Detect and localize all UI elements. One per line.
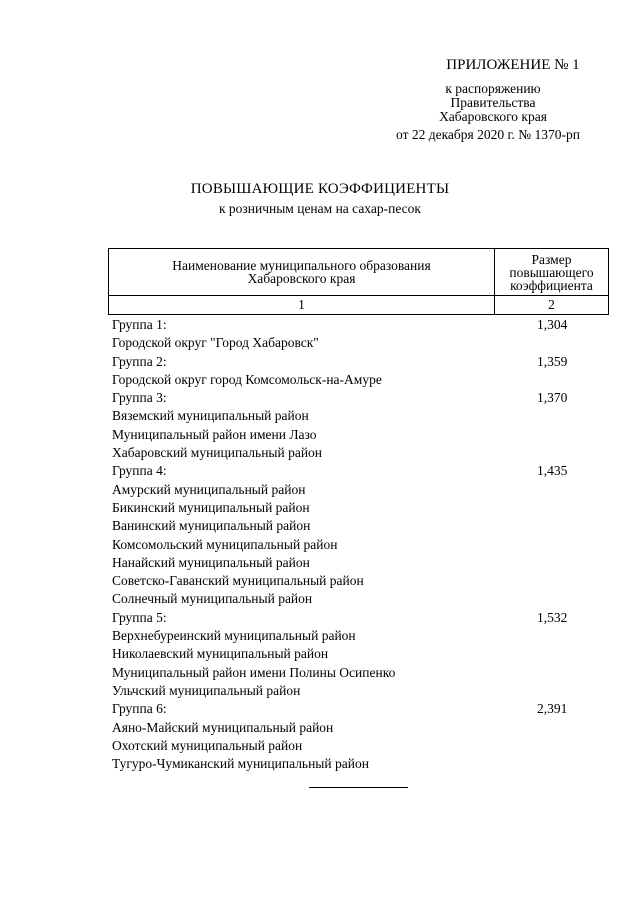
- row-name: Группа 6:: [112, 701, 167, 717]
- table-row: [112, 590, 609, 608]
- row-name: Муниципальный район имени Полины Осипенко: [112, 664, 396, 680]
- row-name: Вяземский муниципальный район: [112, 408, 309, 424]
- row-name: Тугуро-Чумиканский муниципальный район: [112, 756, 369, 772]
- header-line-3: Хабаровского края: [439, 109, 547, 124]
- row-name: Николаевский муниципальный район: [112, 646, 329, 662]
- row-name: Городской округ "Город Хабаровск": [112, 335, 319, 351]
- row-name: Хабаровский муниципальный район: [112, 445, 323, 461]
- document-header: [383, 56, 603, 142]
- table-row: [112, 371, 609, 389]
- row-coefficient: 1,304: [537, 317, 568, 332]
- column-header-coefficient-line-1: Размер: [531, 251, 572, 267]
- row-name: Муниципальный район имени Лазо: [112, 426, 317, 442]
- table-row: [112, 755, 609, 773]
- table-row: [112, 481, 609, 499]
- row-name: Группа 4:: [112, 463, 167, 479]
- table-row: [112, 444, 609, 462]
- table-row: [112, 572, 609, 590]
- coefficients-table-header: [108, 248, 609, 315]
- table-row: [112, 682, 609, 700]
- row-coefficient: 1,359: [537, 353, 568, 369]
- row-name: Нанайский муниципальный район: [112, 554, 310, 570]
- row-name: Группа 5:: [112, 609, 167, 625]
- coefficients-list: [112, 316, 609, 773]
- column-number-1: 1: [109, 296, 495, 315]
- table-row: [112, 664, 609, 682]
- column-header-coefficient-line-3: коэффициента: [510, 277, 593, 293]
- row-name: Ванинский муниципальный район: [112, 518, 311, 534]
- row-name: Бикинский муниципальный район: [112, 499, 310, 515]
- table-row: [112, 645, 609, 663]
- table-row: [112, 389, 609, 407]
- table-row: [112, 499, 609, 517]
- table-row: [112, 462, 609, 480]
- table-row: [112, 536, 609, 554]
- column-header-coefficient-line-2: повышающего: [509, 264, 594, 280]
- column-header-name: [109, 249, 495, 296]
- row-name: Охотский муниципальный район: [112, 737, 303, 753]
- column-number-2: 2: [495, 296, 609, 315]
- title-subtitle: к розничным ценам на сахар-песок: [219, 201, 421, 216]
- table-row: [112, 554, 609, 572]
- row-coefficient: 1,435: [537, 463, 568, 479]
- table-row: [112, 737, 609, 755]
- document-title: [0, 180, 640, 217]
- table-row: [112, 700, 609, 718]
- header-line-1: к распоряжению: [445, 81, 541, 96]
- row-name: Верхнебуреинский муниципальный район: [112, 628, 356, 644]
- table-row: [112, 334, 609, 352]
- column-header-name-line-1: Наименование муниципального образования: [172, 258, 431, 273]
- table-row: [112, 627, 609, 645]
- title-main: ПОВЫШАЮЩИЕ КОЭФФИЦИЕНТЫ: [190, 181, 450, 197]
- row-name: Советско-Гаванский муниципальный район: [112, 573, 364, 589]
- row-name: Городской округ город Комсомольск-на-Амуре: [112, 371, 382, 387]
- row-name: Группа 1:: [112, 317, 167, 332]
- row-coefficient: 2,391: [537, 701, 568, 717]
- row-name: Аяно-Майский муниципальный район: [112, 719, 334, 735]
- table-row: [112, 407, 609, 425]
- end-divider: [309, 787, 408, 788]
- row-coefficient: 1,370: [537, 390, 568, 406]
- row-name: Амурский муниципальный район: [112, 481, 306, 497]
- table-row: [112, 609, 609, 627]
- row-name: Группа 3:: [112, 390, 167, 406]
- table-row: [112, 353, 609, 371]
- table-row: [112, 719, 609, 737]
- row-name: Ульчский муниципальный район: [112, 682, 301, 698]
- table-row: [112, 316, 609, 334]
- appendix-number: ПРИЛОЖЕНИЕ № 1: [446, 57, 580, 73]
- header-date: от 22 декабря 2020 г. № 1370-рп: [396, 127, 580, 142]
- row-coefficient: 1,532: [537, 609, 568, 625]
- column-header-coefficient: [495, 249, 609, 296]
- row-name: Солнечный муниципальный район: [112, 591, 313, 607]
- row-name: Комсомольский муниципальный район: [112, 536, 338, 552]
- table-row: [112, 426, 609, 444]
- column-header-name-line-2: Хабаровского края: [247, 271, 356, 286]
- row-name: Группа 2:: [112, 353, 167, 369]
- table-row: [112, 517, 609, 535]
- header-line-2: Правительства: [450, 95, 536, 110]
